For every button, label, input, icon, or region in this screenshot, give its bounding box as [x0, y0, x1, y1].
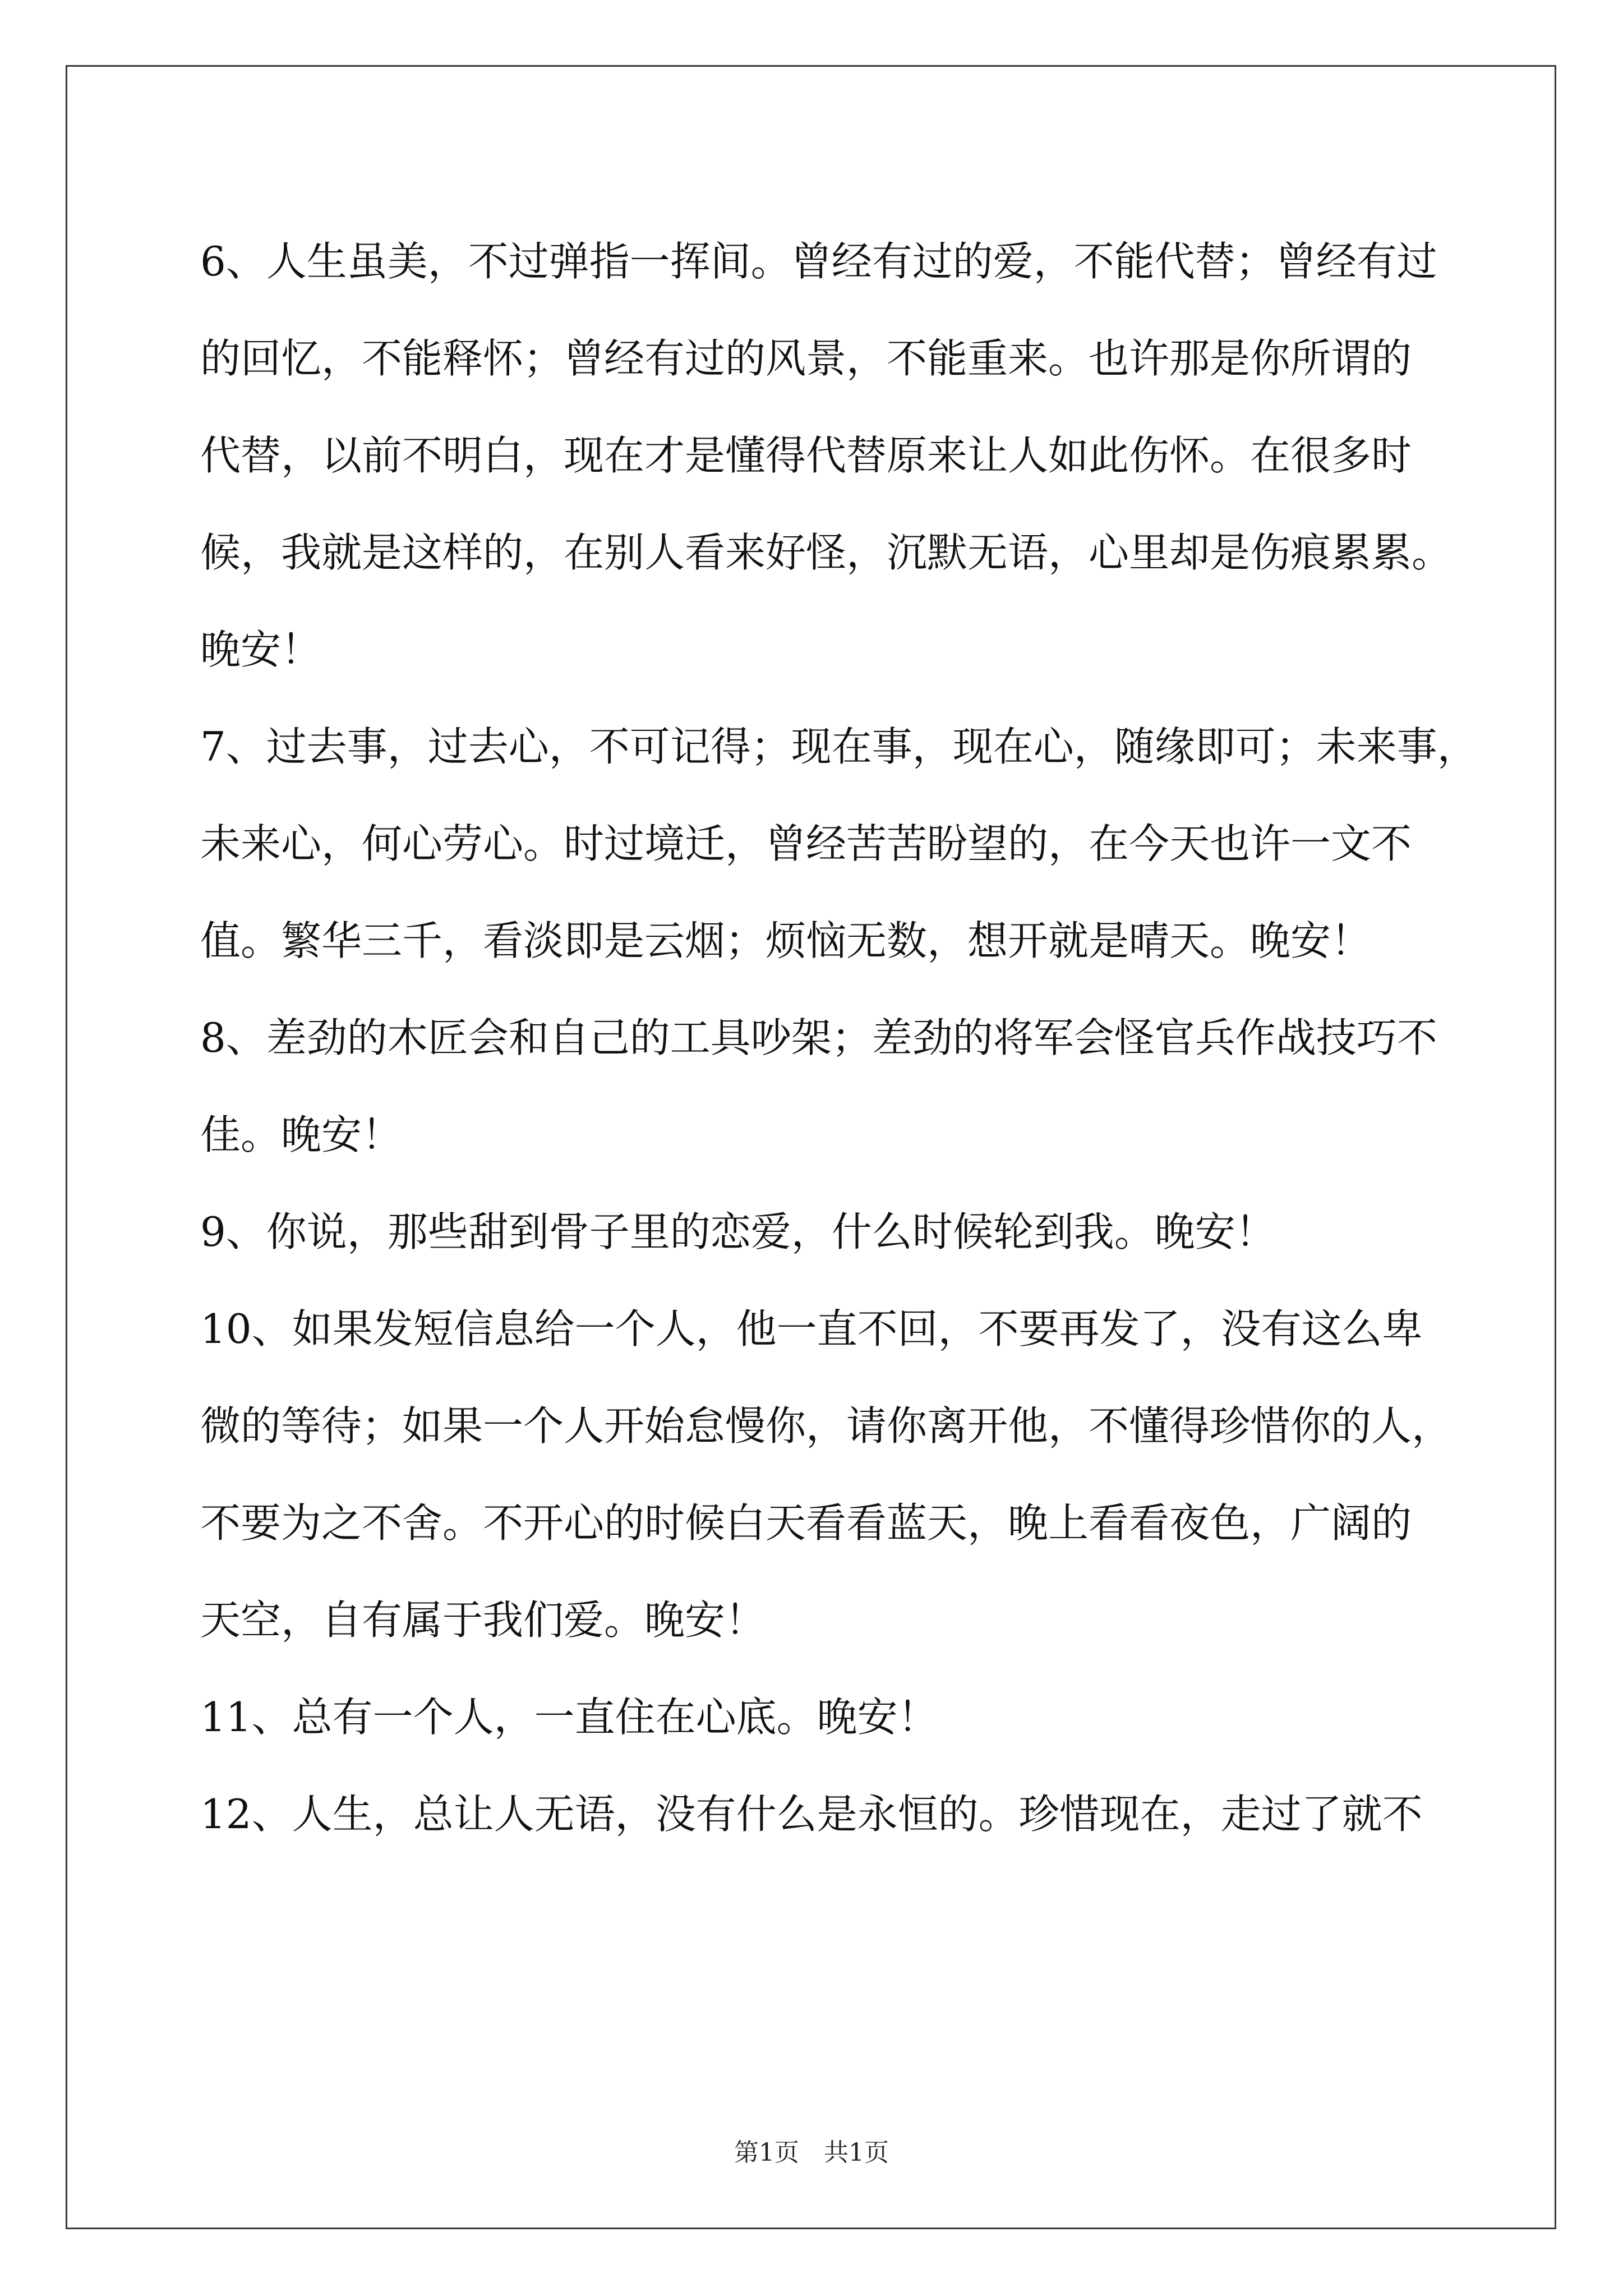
- text-line: 代替，以前不明白，现在才是懂得代替原来让人如此伤怀。在很多时: [200, 432, 1412, 479]
- text-line: 6、人生虽美，不过弹指一挥间。曾经有过的爱，不能代替；曾经有过: [200, 238, 1437, 285]
- text-line: 8、差劲的木匠会和自己的工具吵架；差劲的将军会怪官兵作战技巧不: [200, 1014, 1437, 1061]
- text-line: 12、人生，总让人无语，没有什么是永恒的。珍惜现在，走过了就不: [200, 1791, 1423, 1838]
- text-line: 未来心，何心劳心。时过境迁，曾经苦苦盼望的，在今天也许一文不: [200, 820, 1412, 867]
- text-line: 10、如果发短信息给一个人，他一直不回，不要再发了，没有这么卑: [200, 1305, 1423, 1352]
- text-line: 天空，自有属于我们爱。晚安！: [200, 1596, 766, 1644]
- text-line: 的回忆，不能释怀；曾经有过的风景，不能重来。也许那是你所谓的: [200, 335, 1412, 382]
- document-body: [200, 213, 1478, 1863]
- text-line: 7、过去事，过去心，不可记得；现在事，现在心，随缘即可；未来事，: [200, 723, 1478, 770]
- page-footer: 第1页 共1页: [734, 2138, 889, 2167]
- text-line: 佳。晚安！: [200, 1111, 403, 1158]
- text-line: 不要为之不舍。不开心的时候白天看看蓝天，晚上看看夜色，广阔的: [200, 1499, 1412, 1547]
- text-line: 微的等待；如果一个人开始怠慢你，请你离开他，不懂得珍惜你的人，: [200, 1402, 1453, 1450]
- text-line: 晚安！: [200, 626, 322, 673]
- text-line: 9、你说，那些甜到骨子里的恋爱，什么时候轮到我。晚安！: [200, 1208, 1276, 1255]
- text-line: 11、总有一个人，一直住在心底。晚安！: [200, 1694, 938, 1741]
- text-line: 候，我就是这样的，在别人看来好怪，沉默无语，心里却是伤痕累累。: [200, 529, 1453, 576]
- text-line: 值。繁华三千，看淡即是云烟；烦恼无数，想开就是晴天。晚安！: [200, 917, 1372, 964]
